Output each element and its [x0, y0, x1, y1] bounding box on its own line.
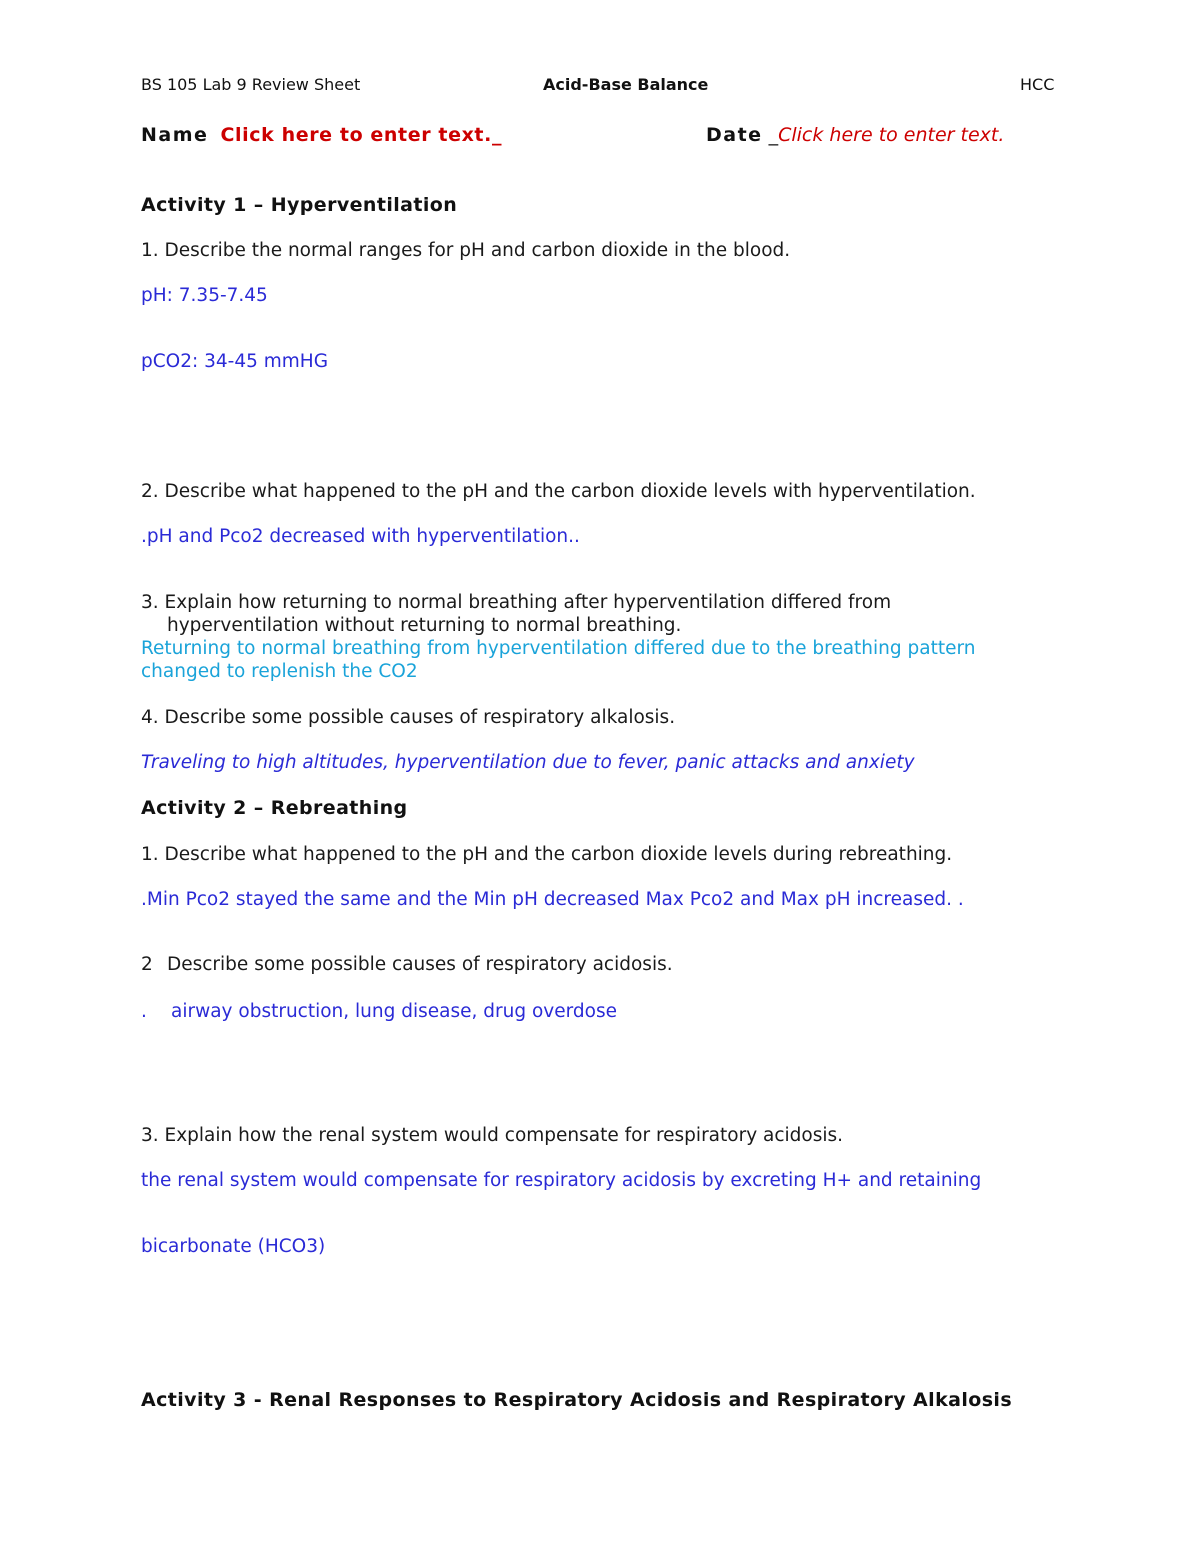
activity1-answer-1-pco2: pCO2: 34-45 mmHG	[141, 351, 329, 372]
date-underscore: _	[768, 124, 779, 146]
activity1-question-2: 2. Describe what happened to the pH and the carbon dioxide levels with hyperventilation.	[141, 481, 976, 502]
activity2-question-2: Describe some possible causes of respiratory acidosis.	[167, 954, 673, 975]
activity1-question-1: 1. Describe the normal ranges for pH and carbon dioxide in the blood.	[141, 240, 791, 261]
name-field[interactable]: Click here to enter text.	[220, 124, 492, 146]
activity1-answer-2: .pH and Pco2 decreased with hyperventilation..	[141, 526, 580, 547]
activity1-question-3-line1: 3. Explain how returning to normal breathing after hyperventilation differed from	[141, 592, 892, 613]
activity2-heading: Activity 2 – Rebreathing	[141, 797, 408, 819]
activity1-answer-3-line1: Returning to normal breathing from hyperventilation differed due to the breathing pattern	[141, 638, 976, 659]
name-underscore: _	[491, 124, 503, 146]
name-row	[141, 124, 502, 146]
activity1-question-3-line2: hyperventilation without returning to normal breathing.	[167, 615, 682, 636]
activity2-question-2-number: 2	[141, 954, 153, 975]
activity1-question-4: 4. Describe some possible causes of respiratory alkalosis.	[141, 707, 676, 728]
activity1-heading: Activity 1 – Hyperventilation	[141, 194, 458, 216]
header-center-title: Acid-Base Balance	[543, 75, 709, 94]
date-label: Date	[706, 124, 763, 146]
activity1-answer-4: Traveling to high altitudes, hyperventilation due to fever, panic attacks and anxiety	[141, 752, 915, 773]
name-label: Name	[141, 124, 209, 146]
date-field[interactable]: Click here to enter text.	[778, 124, 1005, 146]
activity2-answer-1: .Min Pco2 stayed the same and the Min pH decreased Max Pco2 and Max pH increased. .	[141, 889, 964, 910]
header-left-title: BS 105 Lab 9 Review Sheet	[141, 75, 361, 94]
header-right-label: HCC	[1020, 75, 1055, 94]
date-row	[706, 124, 1004, 146]
activity2-answer-2: airway obstruction, lung disease, drug overdose	[171, 1001, 617, 1022]
activity1-answer-3-line2: changed to replenish the CO2	[141, 661, 418, 682]
activity2-question-3: 3. Explain how the renal system would compensate for respiratory acidosis.	[141, 1125, 844, 1146]
activity2-question-1: 1. Describe what happened to the pH and the carbon dioxide levels during rebreathing.	[141, 844, 953, 865]
activity2-answer-3-line1: the renal system would compensate for respiratory acidosis by excreting H+ and retaining	[141, 1170, 982, 1191]
activity3-heading: Activity 3 - Renal Responses to Respiratory Acidosis and Respiratory Alkalosis	[141, 1389, 1013, 1411]
activity2-answer-2-bullet: .	[141, 1001, 147, 1022]
activity2-answer-3-line2: bicarbonate (HCO3)	[141, 1236, 326, 1257]
activity1-answer-1-ph: pH: 7.35-7.45	[141, 285, 268, 306]
